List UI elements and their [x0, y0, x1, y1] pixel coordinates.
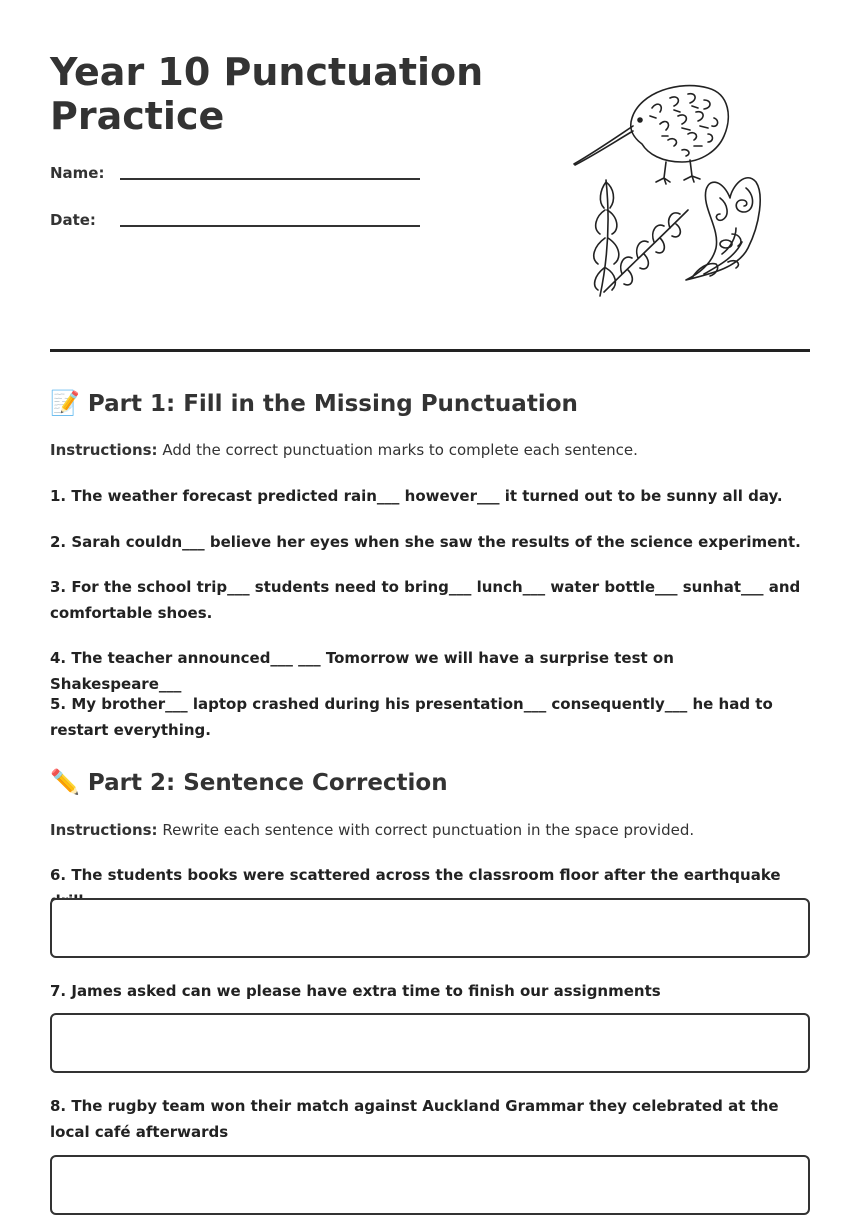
koru-icon: [686, 178, 760, 280]
nz-illustration: [570, 78, 770, 303]
question-3: 3. For the school trip___ students need to bring___ lunch___ water bottle___ sunhat___ and comfortable shoes.: [50, 578, 801, 622]
header-divider: [50, 349, 810, 352]
answer-box-7[interactable]: [50, 1013, 810, 1073]
part1-heading-text: Part 1: Fill in the Missing Punctuation: [87, 391, 578, 417]
question-2: 2. Sarah couldn___ believe her eyes when she saw the results of the science experiment.: [50, 533, 801, 551]
question-1: 1. The weather forecast predicted rain___ however___ it turned out to be sunny all day.: [50, 487, 783, 505]
kiwi-bird-icon: [574, 86, 728, 184]
memo-icon: 📝: [50, 389, 80, 417]
question-4: 4. The teacher announced___ ___ Tomorrow we will have a surprise test on Shakespeare___: [50, 649, 674, 693]
question-5: 5. My brother___ laptop crashed during his presentation___ consequently___ he had to restart everything.: [50, 695, 773, 739]
date-field-row: [50, 211, 430, 241]
question-6: 6. The students books were scattered across the classroom floor after the earthquake: [50, 866, 781, 884]
answer-box-8[interactable]: [50, 1155, 810, 1215]
date-line[interactable]: [120, 225, 420, 227]
fern-icon: [594, 180, 688, 296]
part2-heading-text: Part 2: Sentence Correction: [87, 770, 448, 796]
pencil-icon: ✏️: [50, 768, 80, 796]
answer-box-6[interactable]: [50, 898, 810, 958]
name-label: Name:: [50, 164, 105, 182]
part2-instructions-text: Rewrite each sentence with correct punctuation in the space provided.: [157, 821, 695, 839]
part2-instructions-label: Instructions:: [50, 821, 158, 839]
part1-instructions-label: Instructions:: [50, 441, 158, 459]
name-line[interactable]: [120, 178, 420, 180]
part2-heading: [50, 767, 448, 798]
part1-instructions: [50, 439, 638, 461]
date-label: Date:: [50, 211, 96, 229]
page-title: Year 10 Punctuation Practice: [50, 50, 484, 138]
question-7: 7. James asked can we please have extra time to finish our assignments: [50, 982, 661, 1000]
part2-instructions: [50, 819, 694, 841]
question-8: 8. The rugby team won their match against Auckland Grammar they celebrated at the local café afterwards: [50, 1097, 779, 1141]
name-field-row: [50, 164, 430, 194]
part1-heading: [50, 388, 578, 419]
part1-instructions-text: Add the correct punctuation marks to complete each sentence.: [157, 441, 638, 459]
